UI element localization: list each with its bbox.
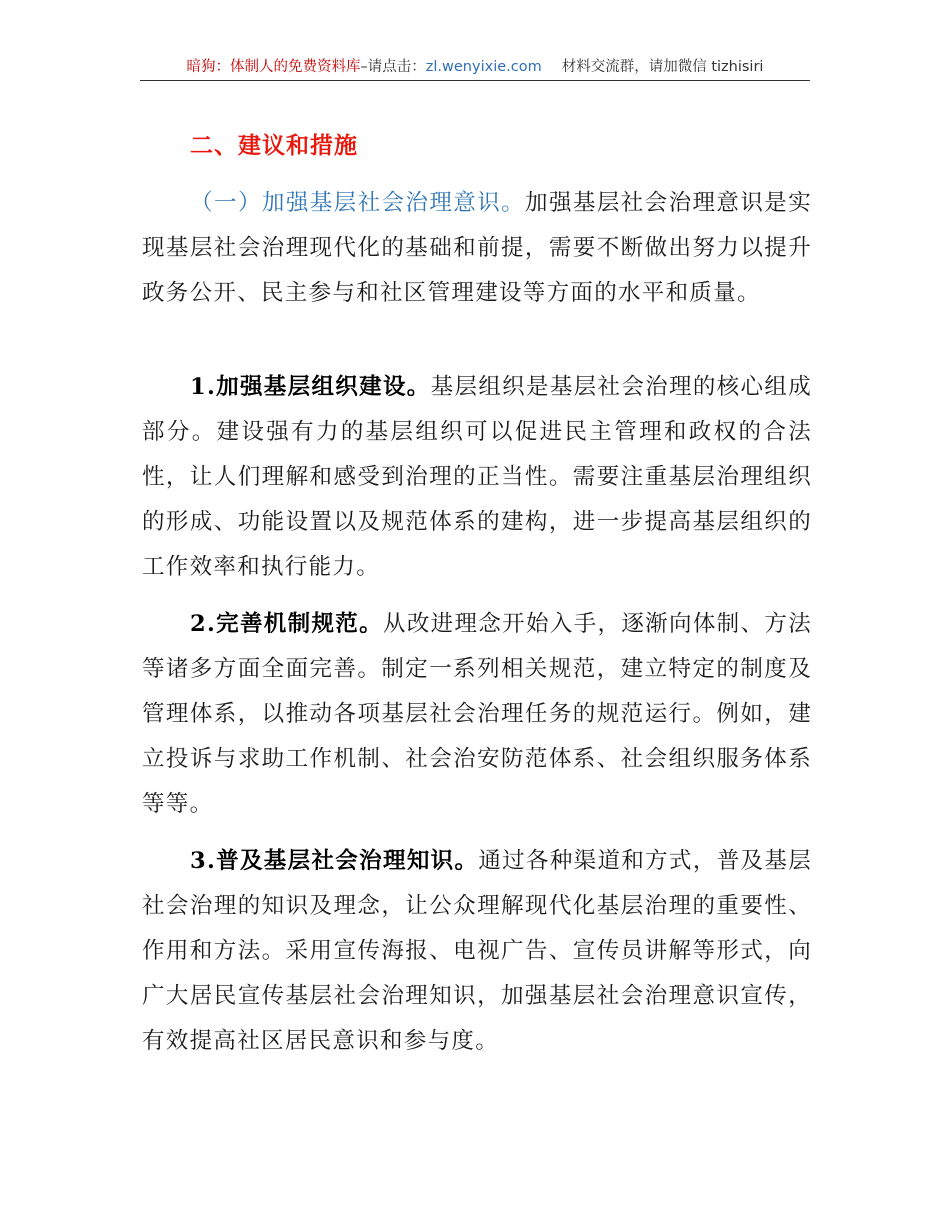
paragraph-4-heading: 3.普及基层社会治理知识。 (190, 848, 479, 874)
paragraph-3-body: 从改进理念开始入手，逐渐向体制、方法等诸多方面全面完善。制定一系列相关规范，建立特定的制度及管理体系，以推动各项基层社会治理任务的规范运行。例如，建立投诉与求助工作机制、社会治安防范体系、社会组织服务体系等等。 (142, 611, 812, 817)
paragraph-1-body: 加强基层社会治理意识是实现基层社会治理现代化的基础和前提，需要不断做出努力以提升政务公开、民主参与和社区管理建设等方面的水平和质量。 (142, 190, 812, 306)
paragraph-3-heading: 2.完善机制规范。 (190, 611, 383, 637)
paragraph-1 (142, 181, 812, 316)
header-group-text: 材料交流群，请加微信 tizhisiri (561, 59, 764, 75)
header-click-prefix: –请点击： (360, 59, 426, 75)
header-brand: 暗狗：体制人的免费资料库 (186, 59, 361, 75)
paragraph-4-body: 通过各种渠道和方式，普及基层社会治理的知识及理念，让公众理解现代化基层治理的重要性、作用和方法。采用宣传海报、电视广告、宣传员讲解等形式，向广大居民宣传基层社会治理知识，加强基层社会治理意识宣传，有效提高社区居民意识和参与度。 (142, 848, 812, 1054)
header-url-link[interactable]: zl.wenyixie.com (425, 59, 542, 75)
paragraph-4 (142, 839, 812, 1064)
paragraph-3 (142, 602, 812, 827)
paragraph-2 (142, 365, 812, 590)
paragraph-2-heading: 1.加强基层组织建设。 (190, 374, 431, 400)
page-header (140, 56, 810, 81)
paragraph-2-body: 基层组织是基层社会治理的核心组成部分。建设强有力的基层组织可以促进民主管理和政权的合法性，让人们理解和感受到治理的正当性。需要注重基层治理组织的形成、功能设置以及规范体系的建构，进一步提高基层组织的工作效率和执行能力。 (142, 374, 812, 580)
section-title: 二、建议和措施 (190, 133, 358, 159)
paragraph-1-heading: （一）加强基层社会治理意识。 (190, 190, 526, 216)
